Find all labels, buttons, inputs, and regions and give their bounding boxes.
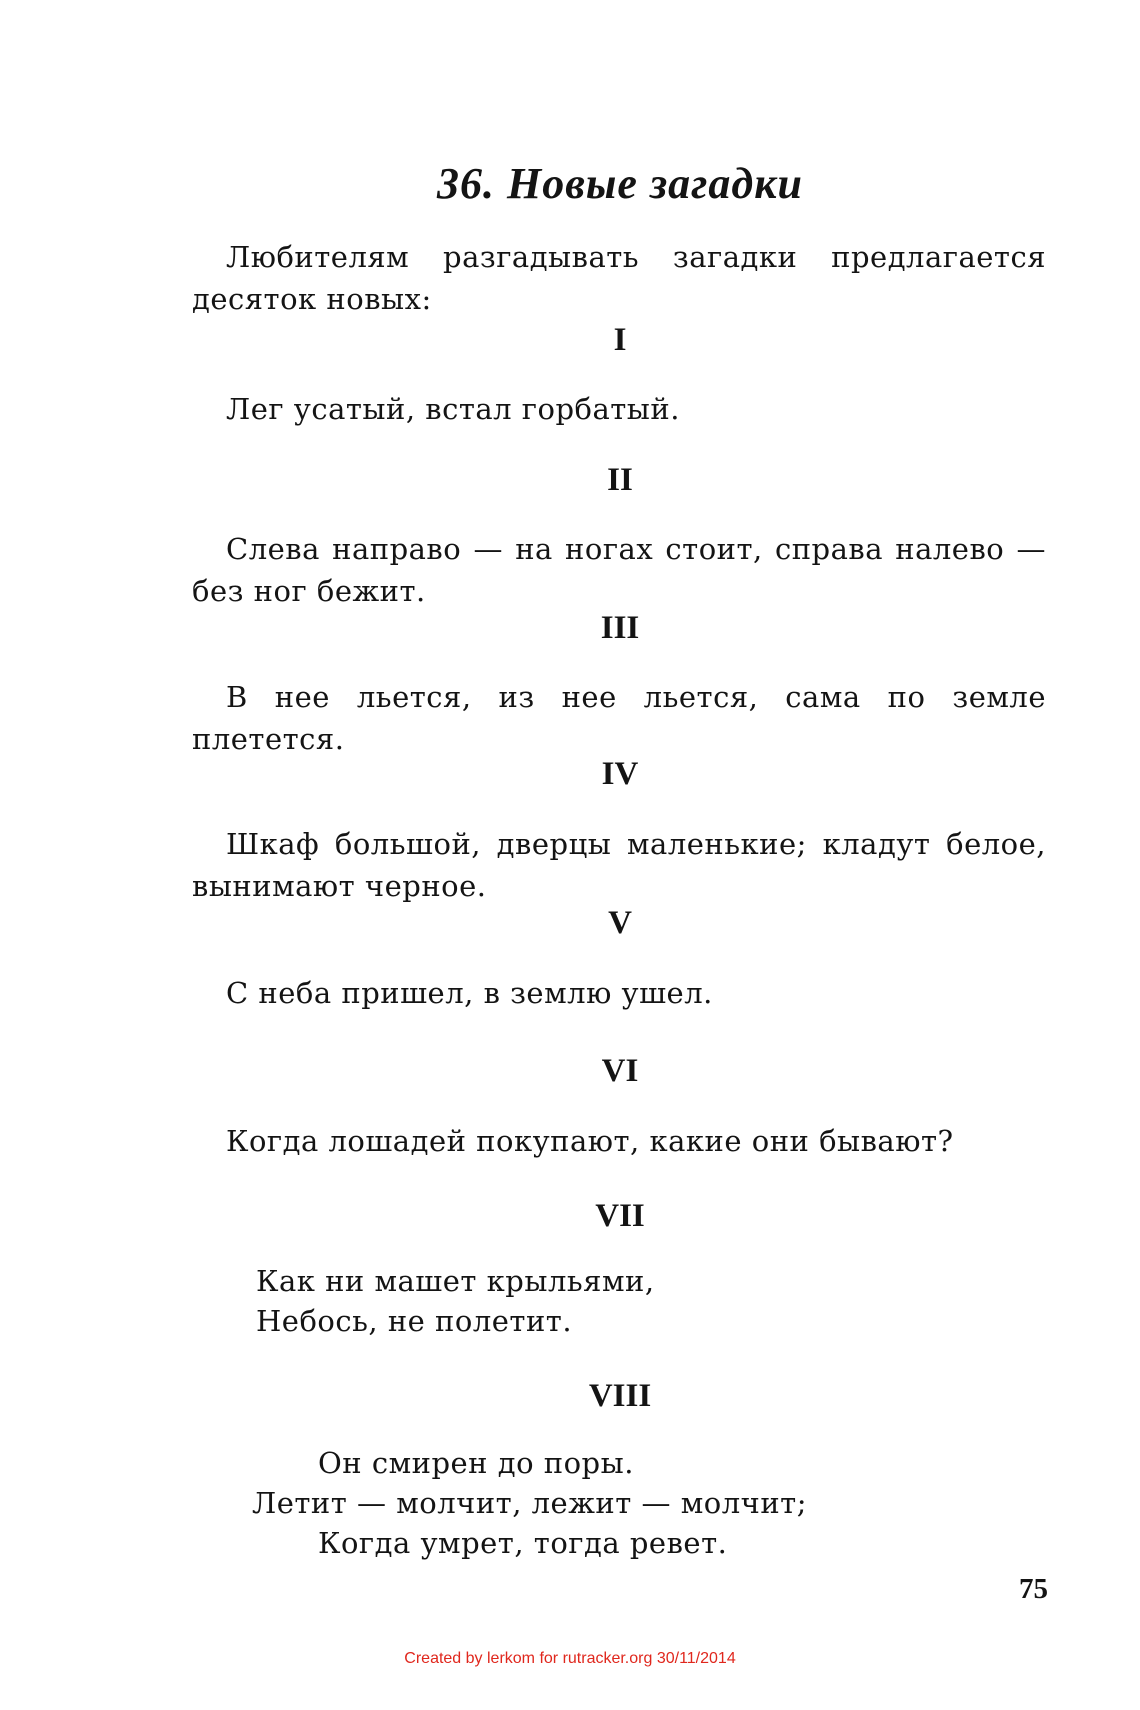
page-number: 75 (1019, 1573, 1048, 1605)
riddle-numeral-8: VIII (588, 1378, 652, 1414)
riddle-text: Шкаф большой, дверцы маленькие; кладут белое, вынимают черное. (192, 827, 1046, 903)
riddle-5 (192, 972, 1046, 1014)
riddle-text: В нее льется, из нее льется, сама по земле плетется. (192, 680, 1046, 756)
riddle-numeral-4: IV (601, 756, 639, 792)
riddle-text: Слева направо — на ногах стоит, справа налево — без ног бежит. (192, 532, 1046, 608)
riddle-numeral-3: III (600, 610, 640, 646)
riddle-8-line-3: Когда умрет, тогда ревет. (318, 1526, 728, 1560)
riddle-text: Когда лошадей покупают, какие они бывают? (226, 1124, 954, 1158)
watermark-text: Created by lerkom for rutracker.org 30/11/2014 (404, 1650, 736, 1667)
riddle-1 (192, 388, 1046, 430)
riddle-text: Лег усатый, встал горбатый. (226, 392, 680, 426)
riddle-text: С неба пришел, в землю ушел. (226, 976, 713, 1010)
riddle-numeral-7: VII (595, 1198, 645, 1234)
riddle-7-line-2: Небось, не полетит. (256, 1304, 573, 1338)
riddle-6 (192, 1120, 1046, 1162)
chapter-title: 36. Новые загадки (437, 159, 803, 208)
riddle-numeral-6: VI (601, 1053, 639, 1089)
riddle-numeral-2: II (607, 462, 633, 498)
riddle-2 (192, 528, 1046, 612)
riddle-7-line-1: Как ни машет крыльями, (256, 1264, 655, 1298)
intro-text: Любителям разгадывать загадки предлагается десяток новых: (192, 240, 1046, 316)
riddle-4 (192, 823, 1046, 907)
riddle-8-line-1: Он смирен до поры. (318, 1446, 634, 1480)
riddle-3 (192, 676, 1046, 760)
riddle-numeral-5: V (608, 905, 632, 941)
riddle-8-line-2: Летит — молчит, лежит — молчит; (252, 1486, 807, 1520)
intro-paragraph (192, 236, 1046, 320)
riddle-numeral-1: I (613, 322, 627, 358)
